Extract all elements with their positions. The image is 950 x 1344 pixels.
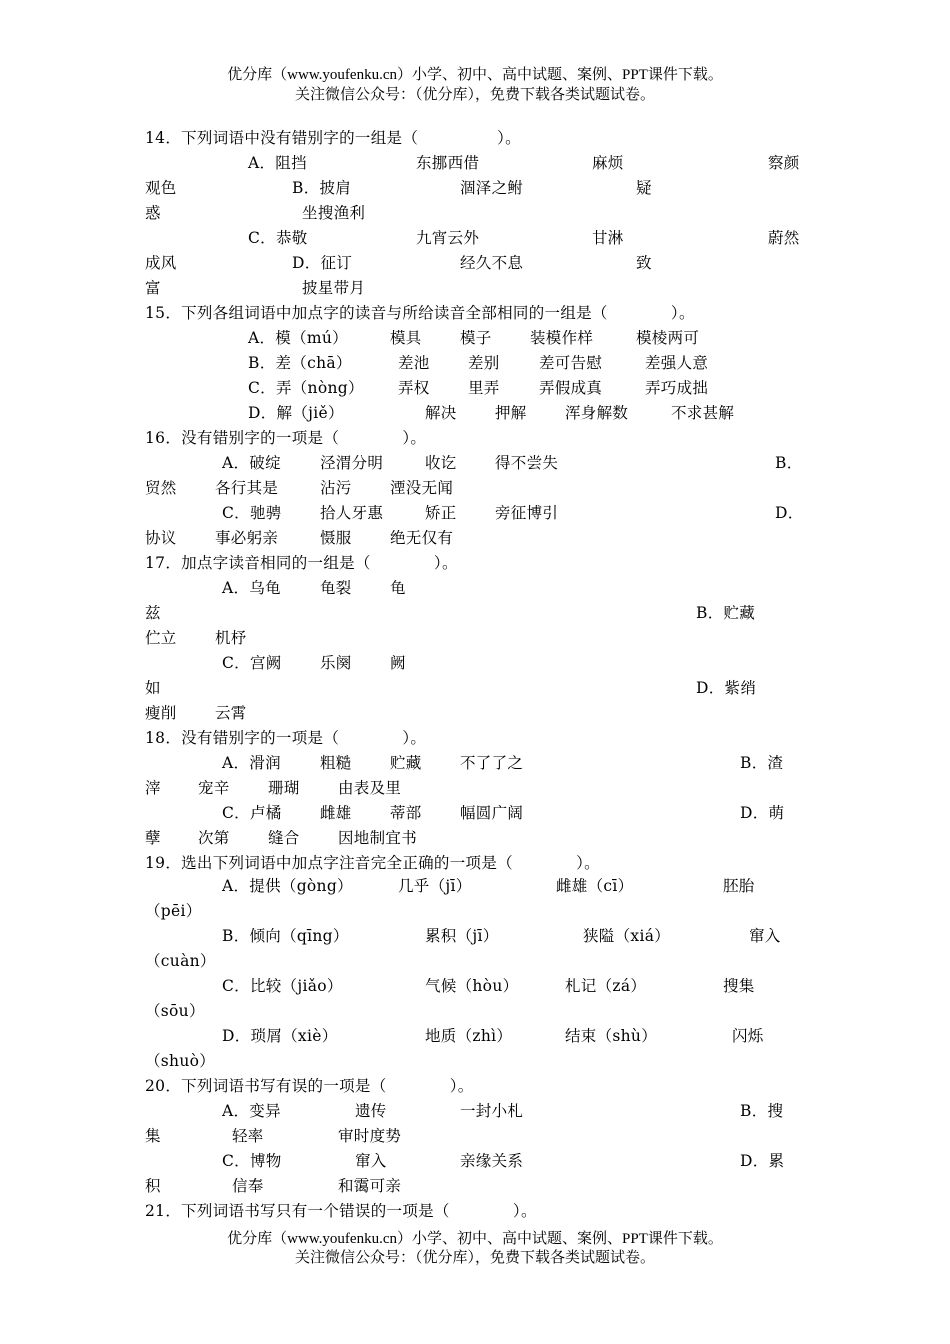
q19-option-d: D．琐屑（xiè） xyxy=(222,1027,338,1045)
q17-b-word-3: 机杼 xyxy=(215,629,247,647)
q19-b-pinyin-4: （cuàn） xyxy=(145,952,216,970)
q14-c-word-3: 甘淋 xyxy=(592,229,624,247)
q17-option-b: B．贮藏 xyxy=(696,604,756,622)
q14-c-word-4-cont: 成风 xyxy=(145,254,177,272)
q19-a-word-2: 几乎（jī） xyxy=(398,877,472,895)
q17-d-word-3: 云霄 xyxy=(215,704,247,722)
q19-c-pinyin-4: （sōu） xyxy=(145,1002,205,1020)
q16-option-c: C．驰骋 xyxy=(222,504,282,522)
q14-option-d: D．征订 xyxy=(292,254,353,272)
q15-a-word-4: 模棱两可 xyxy=(636,329,700,347)
q20-d-word-2: 信奉 xyxy=(232,1177,264,1195)
q14-a-word-4-cont: 观色 xyxy=(145,179,177,197)
q18-option-b: B．渣 xyxy=(740,754,784,772)
q19-d-pinyin-4: （shuò） xyxy=(145,1052,216,1070)
q20-option-c: C．博物 xyxy=(222,1152,282,1170)
q18-a-word-4: 不了了之 xyxy=(460,754,524,772)
q19-b-word-3: 狭隘（xiá） xyxy=(583,927,671,945)
q14-b-word-3-cont: 惑 xyxy=(145,204,161,222)
q15-a-word-1: 模具 xyxy=(390,329,422,347)
q14-b-word-4: 坐搜渔利 xyxy=(302,204,366,222)
q15-stem: 15．下列各组词语中加点字的读音与所给读音全部相同的一组是（ ）。 xyxy=(145,304,695,322)
q17-option-c: C．宫阙 xyxy=(222,654,282,672)
q15-c-word-2: 里弄 xyxy=(468,379,500,397)
q16-c-word-3: 矫正 xyxy=(425,504,457,522)
header-line-2: 关注微信公众号：（优分库），免费下载各类试题试卷。 xyxy=(294,87,655,103)
q17-option-a: A．乌龟 xyxy=(222,579,281,597)
q14-a-word-4: 察颜 xyxy=(768,154,800,172)
q16-c-word-2: 拾人牙惠 xyxy=(320,504,384,522)
q18-option-c: C．卢橘 xyxy=(222,804,282,822)
q15-b-word-4: 差强人意 xyxy=(645,354,709,372)
q17-c-word-3-cont: 如 xyxy=(145,679,161,697)
q15-option-d: D．解（jiě） xyxy=(248,404,344,422)
q14-d-word-3-cont: 富 xyxy=(145,279,161,297)
q16-c-word-4: 旁征博引 xyxy=(495,504,559,522)
q15-option-b: B．差（chā） xyxy=(248,354,352,372)
q19-d-word-2: 地质（zhì） xyxy=(425,1027,513,1045)
q15-d-word-2: 押解 xyxy=(495,404,527,422)
q16-d-word-1: 协议 xyxy=(145,529,177,547)
q16-b-word-4: 湮没无闻 xyxy=(390,479,454,497)
q14-stem: 14．下列词语中没有错别字的一组是（ ）。 xyxy=(145,129,521,147)
q17-a-word-2: 龟裂 xyxy=(320,579,352,597)
q16-b-word-1: 贸然 xyxy=(145,479,177,497)
q19-a-pinyin-4: （pēi） xyxy=(145,902,202,920)
q20-c-word-3: 亲缘关系 xyxy=(460,1152,524,1170)
q17-stem: 17．加点字读音相同的一组是（ ）。 xyxy=(145,554,458,572)
q15-c-word-4: 弄巧成拙 xyxy=(645,379,709,397)
q19-stem: 19．选出下列词语中加点字注音完全正确的一项是（ ）。 xyxy=(145,854,600,872)
footer-line-1: 优分库（www.youfenku.cn）小学、初中、高中试题、案例、PPT课件下载。 xyxy=(227,1231,723,1247)
q16-option-d: D． xyxy=(775,504,804,522)
q20-b-word-2: 轻率 xyxy=(232,1127,264,1145)
q18-d-word-2: 次第 xyxy=(198,829,230,847)
q20-d-word-1-cont: 积 xyxy=(145,1177,161,1195)
q15-d-word-4: 不求甚解 xyxy=(671,404,735,422)
q16-a-word-4: 得不尝失 xyxy=(495,454,559,472)
q14-b-word-3: 疑 xyxy=(636,179,652,197)
q16-b-word-3: 沾污 xyxy=(320,479,352,497)
q18-option-d: D．萌 xyxy=(740,804,785,822)
q18-stem: 18．没有错别字的一项是（ ）。 xyxy=(145,729,427,747)
q18-a-word-2: 粗糙 xyxy=(320,754,352,772)
q19-c-word-2: 气候（hòu） xyxy=(425,977,519,995)
q18-option-a: A．滑润 xyxy=(222,754,281,772)
q16-b-word-2: 各行其是 xyxy=(215,479,279,497)
q15-c-word-3: 弄假成真 xyxy=(539,379,603,397)
q14-a-word-3: 麻烦 xyxy=(592,154,624,172)
q14-d-word-2: 经久不息 xyxy=(460,254,524,272)
q19-c-word-3: 札记（zá） xyxy=(565,977,647,995)
q15-c-word-1: 弄权 xyxy=(398,379,430,397)
q15-d-word-3: 浑身解数 xyxy=(565,404,629,422)
q20-b-word-1-cont: 集 xyxy=(145,1127,161,1145)
q16-d-word-4: 绝无仅有 xyxy=(390,529,454,547)
q14-d-word-3: 致 xyxy=(636,254,652,272)
q16-a-word-2: 泾渭分明 xyxy=(320,454,384,472)
q14-c-word-4: 蔚然 xyxy=(768,229,800,247)
q16-option-a: A．破绽 xyxy=(222,454,281,472)
q17-a-word-3-cont: 兹 xyxy=(145,604,161,622)
q18-a-word-3: 贮藏 xyxy=(390,754,422,772)
q18-c-word-4: 幅圆广阔 xyxy=(460,804,524,822)
q17-b-word-2: 伫立 xyxy=(145,629,177,647)
q17-c-word-2: 乐阕 xyxy=(320,654,352,672)
q18-d-word-1-cont: 孽 xyxy=(145,829,161,847)
q20-option-a: A．变异 xyxy=(222,1102,281,1120)
q14-option-c: C．恭敬 xyxy=(248,229,308,247)
q15-option-c: C．弄（nòng） xyxy=(248,379,364,397)
q14-d-word-4: 披星带月 xyxy=(302,279,366,297)
q19-option-c: C．比较（jiǎo） xyxy=(222,977,343,995)
q17-d-word-2: 瘦削 xyxy=(145,704,177,722)
q19-d-word-4: 闪烁 xyxy=(732,1027,764,1045)
q18-b-word-1-cont: 滓 xyxy=(145,779,161,797)
q14-c-word-2: 九宵云外 xyxy=(416,229,480,247)
q15-a-word-3: 装模作样 xyxy=(530,329,594,347)
q14-a-word-2: 东挪西借 xyxy=(416,154,480,172)
q15-option-a: A．模（mú） xyxy=(248,329,348,347)
q17-a-word-3: 龟 xyxy=(390,579,406,597)
q20-c-word-2: 窜入 xyxy=(355,1152,387,1170)
q16-stem: 16．没有错别字的一项是（ ）。 xyxy=(145,429,427,447)
q21-stem: 21．下列词语书写只有一个错误的一项是（ ）。 xyxy=(145,1202,537,1220)
q15-b-word-1: 差池 xyxy=(398,354,430,372)
q14-option-a: A．阻挡 xyxy=(248,154,307,172)
q20-stem: 20．下列词语书写有误的一项是（ ）。 xyxy=(145,1077,474,1095)
q19-a-word-4: 胚胎 xyxy=(723,877,755,895)
q19-b-word-4: 窜入 xyxy=(749,927,781,945)
q15-b-word-2: 差别 xyxy=(468,354,500,372)
q20-a-word-2: 遗传 xyxy=(355,1102,387,1120)
q19-b-word-2: 累积（jī） xyxy=(425,927,499,945)
q20-option-b: B．搜 xyxy=(740,1102,784,1120)
q16-option-b: B． xyxy=(775,454,803,472)
q14-option-b: B．披肩 xyxy=(292,179,352,197)
q18-d-word-4: 因地制宜书 xyxy=(338,829,418,847)
q16-d-word-3: 慑服 xyxy=(320,529,352,547)
q18-c-word-3: 蒂部 xyxy=(390,804,422,822)
q15-d-word-1: 解决 xyxy=(425,404,457,422)
q19-c-word-4: 搜集 xyxy=(723,977,755,995)
q19-a-word-3: 雌雄（cī） xyxy=(556,877,634,895)
q15-b-word-3: 差可告慰 xyxy=(539,354,603,372)
header-line-1: 优分库（www.youfenku.cn）小学、初中、高中试题、案例、PPT课件下载。 xyxy=(227,67,723,83)
q17-option-d: D．紫绡 xyxy=(696,679,757,697)
footer-line-2: 关注微信公众号：（优分库），免费下载各类试题试卷。 xyxy=(294,1250,655,1266)
q17-c-word-3: 阙 xyxy=(390,654,406,672)
q20-a-word-3: 一封小札 xyxy=(460,1102,524,1120)
q20-option-d: D．累 xyxy=(740,1152,785,1170)
q16-a-word-3: 收讫 xyxy=(425,454,457,472)
q18-b-word-2: 宠辛 xyxy=(198,779,230,797)
q18-b-word-3: 珊瑚 xyxy=(268,779,300,797)
q14-b-word-2: 涸泽之鲋 xyxy=(460,179,524,197)
q19-option-a: A．提供（gòng） xyxy=(222,877,353,895)
q19-d-word-3: 结束（shù） xyxy=(565,1027,658,1045)
q18-c-word-2: 雌雄 xyxy=(320,804,352,822)
q15-a-word-2: 模子 xyxy=(460,329,492,347)
q20-d-word-3: 和霭可亲 xyxy=(338,1177,402,1195)
q18-b-word-4: 由表及里 xyxy=(338,779,402,797)
q20-b-word-3: 审时度势 xyxy=(338,1127,402,1145)
q16-d-word-2: 事必躬亲 xyxy=(215,529,279,547)
q19-option-b: B．倾向（qīng） xyxy=(222,927,349,945)
q18-d-word-3: 缝合 xyxy=(268,829,300,847)
